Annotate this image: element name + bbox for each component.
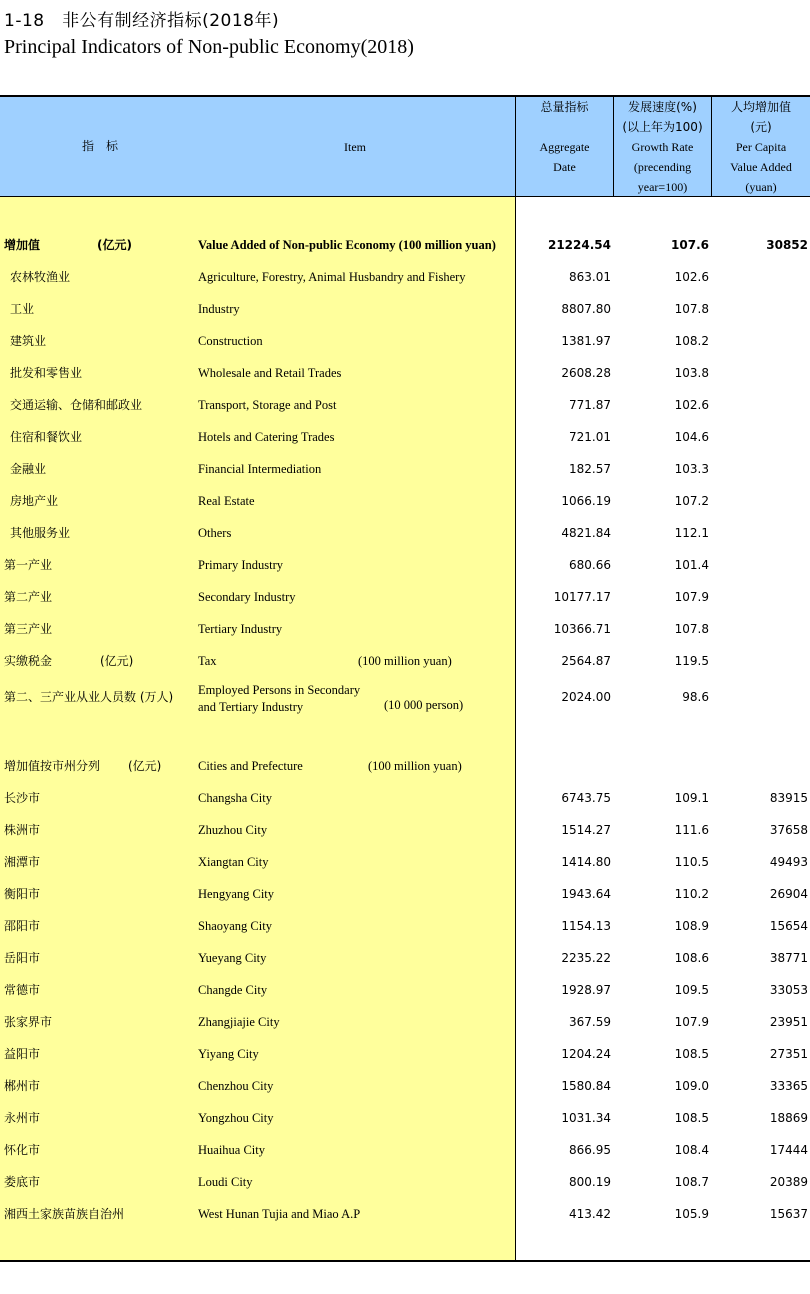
- table-row: [0, 485, 810, 517]
- table-row: [0, 421, 810, 453]
- table-row: [0, 613, 810, 645]
- header-aggregate-line: Aggregate: [539, 140, 590, 154]
- growth-value: 98.6: [682, 690, 709, 704]
- header-per-capita-line: (yuan): [745, 180, 777, 194]
- aggregate-value: 1943.64: [561, 887, 611, 901]
- city-name-cn: 怀化市: [4, 1143, 41, 1157]
- section-label-cn: 增加值按市州分列: [4, 759, 101, 773]
- growth-value: 108.6: [674, 951, 709, 965]
- city-name-cn: 娄底市: [4, 1175, 41, 1189]
- growth-value: 108.5: [674, 1111, 709, 1125]
- growth-value: 107.8: [674, 622, 709, 636]
- aggregate-value: 1204.24: [561, 1047, 611, 1061]
- row-unit-cn: (亿元): [97, 238, 132, 252]
- aggregate-value: 6743.75: [561, 791, 611, 805]
- aggregate-value: 8807.80: [561, 302, 611, 316]
- aggregate-value: 21224.54: [547, 238, 611, 252]
- city-name-en: Changde City: [198, 983, 268, 997]
- growth-value: 107.9: [674, 1015, 709, 1029]
- aggregate-value: 1154.13: [561, 919, 611, 933]
- per-capita-value: 27351: [769, 1047, 808, 1061]
- aggregate-value: 367.59: [569, 1015, 611, 1029]
- growth-value: 108.9: [674, 919, 709, 933]
- table-row: [0, 814, 810, 846]
- row-label-cn: 增加值: [4, 238, 41, 252]
- row-unit-en: (10 000 person): [384, 698, 464, 712]
- aggregate-value: 680.66: [569, 558, 611, 572]
- growth-value: 112.1: [674, 526, 709, 540]
- section-unit-cn: (亿元): [128, 759, 162, 773]
- table-row: [0, 517, 810, 549]
- header-per-capita-line: Per Capita: [735, 140, 787, 154]
- growth-value: 102.6: [674, 398, 709, 412]
- aggregate-value: 10366.71: [553, 622, 611, 636]
- row-label-en: Real Estate: [198, 494, 255, 508]
- growth-value: 107.9: [674, 590, 709, 604]
- aggregate-value: 1928.97: [561, 983, 611, 997]
- table-row: [0, 1102, 810, 1134]
- table-row: [0, 1038, 810, 1070]
- aggregate-value: 1066.19: [561, 494, 611, 508]
- aggregate-value: 1414.80: [561, 855, 611, 869]
- growth-value: 108.4: [674, 1143, 709, 1157]
- header-per-capita-line: (元): [750, 120, 772, 134]
- row-label-cn: 农林牧渔业: [10, 270, 71, 284]
- row-label-en: Secondary Industry: [198, 590, 296, 604]
- row-label-cn: 批发和零售业: [10, 366, 83, 380]
- table-row: [0, 325, 810, 357]
- table-row: [0, 357, 810, 389]
- header-growth-line: Growth Rate: [631, 140, 694, 154]
- header-growth-line: 发展速度(%): [628, 100, 697, 114]
- growth-value: 109.1: [674, 791, 709, 805]
- growth-value: 107.8: [674, 302, 709, 316]
- growth-value: 109.0: [674, 1079, 709, 1093]
- row-label-en: [198, 682, 360, 716]
- header-aggregate-line: [516, 117, 613, 137]
- growth-value: 108.7: [674, 1175, 709, 1189]
- city-name-en: Loudi City: [198, 1175, 253, 1189]
- per-capita-value: 15637: [769, 1207, 808, 1221]
- per-capita-value: 38771: [769, 951, 808, 965]
- growth-value: 110.2: [674, 887, 709, 901]
- city-name-en: Changsha City: [198, 791, 272, 805]
- per-capita-value: 33365: [769, 1079, 808, 1093]
- aggregate-value: 721.01: [569, 430, 611, 444]
- row-unit-en: (100 million yuan): [358, 654, 452, 668]
- city-name-cn: 衡阳市: [4, 887, 41, 901]
- aggregate-value: 10177.17: [553, 590, 611, 604]
- city-name-cn: 长沙市: [4, 791, 41, 805]
- growth-value: 109.5: [674, 983, 709, 997]
- row-label-en-line: and Tertiary Industry: [198, 700, 304, 714]
- per-capita-value: 23951: [769, 1015, 808, 1029]
- row-label-en: Wholesale and Retail Trades: [198, 366, 342, 380]
- row-label-en: Others: [198, 526, 232, 540]
- city-name-en: West Hunan Tujia and Miao A.P: [198, 1207, 361, 1221]
- aggregate-value: 863.01: [569, 270, 611, 284]
- header-per-capita-line: Value Added: [730, 160, 792, 174]
- table-title-cn: 1-18 非公有制经济指标(2018年): [4, 11, 280, 31]
- per-capita-value: 26904: [769, 887, 808, 901]
- per-capita-value: 30852: [766, 238, 808, 252]
- row-label-cn: 房地产业: [10, 494, 59, 508]
- city-name-en: Huaihua City: [198, 1143, 266, 1157]
- table-row: [0, 261, 810, 293]
- table-row: [0, 229, 810, 261]
- table-row: [0, 1070, 810, 1102]
- bottom-rule: [0, 1260, 810, 1262]
- table-row: [0, 846, 810, 878]
- growth-value: 101.4: [674, 558, 709, 572]
- row-label-cn: 第二、三产业从业人员数 (万人): [4, 690, 174, 704]
- table-row: [0, 974, 810, 1006]
- row-label-cn: 工业: [10, 302, 35, 316]
- aggregate-value: 800.19: [569, 1175, 611, 1189]
- header-growth-line: (以上年为100): [622, 120, 703, 134]
- growth-value: 111.6: [674, 823, 709, 837]
- row-label-cn: 第一产业: [4, 558, 53, 572]
- city-name-en: Shaoyang City: [198, 919, 272, 933]
- table-row: [0, 910, 810, 942]
- row-label-en: Agriculture, Forestry, Animal Husbandry and Fishery: [198, 270, 466, 284]
- city-name-cn: 益阳市: [4, 1047, 41, 1061]
- city-name-cn: 株洲市: [4, 823, 41, 837]
- section-header-row: [0, 750, 810, 782]
- header-aggregate-line: Date: [553, 160, 576, 174]
- table-row: [0, 293, 810, 325]
- row-label-cn: 其他服务业: [10, 526, 71, 540]
- per-capita-value: 49493: [769, 855, 808, 869]
- table-row: [0, 389, 810, 421]
- city-name-cn: 郴州市: [4, 1079, 41, 1093]
- table-title-en: Principal Indicators of Non-public Economy(2018): [4, 36, 414, 58]
- table-row: [0, 878, 810, 910]
- header-growth: [614, 97, 711, 197]
- row-label-en: Value Added of Non-public Economy (100 million yuan): [198, 238, 496, 252]
- table-row: [0, 942, 810, 974]
- table-row: [0, 782, 810, 814]
- city-name-cn: 湘潭市: [4, 855, 41, 869]
- per-capita-value: 33053: [769, 983, 808, 997]
- row-label-en: Transport, Storage and Post: [198, 398, 337, 412]
- per-capita-value: 18869: [769, 1111, 808, 1125]
- city-name-en: Zhangjiajie City: [198, 1015, 280, 1029]
- city-name-cn: 湘西土家族苗族自治州: [4, 1207, 125, 1221]
- per-capita-value: 37658: [769, 823, 808, 837]
- header-growth-line: (precending: [633, 160, 692, 174]
- table-row: [0, 1166, 810, 1198]
- aggregate-value: 4821.84: [561, 526, 611, 540]
- table-row: [0, 1134, 810, 1166]
- row-label-cn: 金融业: [10, 462, 47, 476]
- table-row: [0, 674, 810, 720]
- city-name-en: Chenzhou City: [198, 1079, 274, 1093]
- header-item-en: Item: [344, 140, 366, 154]
- row-label-en: Tertiary Industry: [198, 622, 283, 636]
- header-aggregate-line: 总量指标: [540, 100, 589, 114]
- table-row: [0, 645, 810, 677]
- row-label-en: Tax: [198, 654, 217, 668]
- aggregate-value: 2024.00: [561, 690, 611, 704]
- aggregate-value: 1514.27: [561, 823, 611, 837]
- per-capita-value: 17444: [769, 1143, 808, 1157]
- city-name-en: Yueyang City: [198, 951, 267, 965]
- table-row: [0, 581, 810, 613]
- city-name-cn: 永州市: [4, 1111, 41, 1125]
- aggregate-value: 1381.97: [561, 334, 611, 348]
- growth-value: 104.6: [674, 430, 709, 444]
- row-label-en-line: Employed Persons in Secondary: [198, 683, 361, 697]
- growth-value: 108.5: [674, 1047, 709, 1061]
- per-capita-value: 83915: [769, 791, 808, 805]
- growth-value: 108.2: [674, 334, 709, 348]
- row-label-cn: 实缴税金: [4, 654, 53, 668]
- growth-value: 107.6: [671, 238, 709, 252]
- row-label-cn: 住宿和餐饮业: [10, 430, 83, 444]
- growth-value: 110.5: [674, 855, 709, 869]
- growth-value: 103.8: [674, 366, 709, 380]
- city-name-cn: 岳阳市: [4, 951, 41, 965]
- header-per-capita-line: 人均增加值: [730, 100, 791, 114]
- city-name-cn: 张家界市: [4, 1015, 53, 1029]
- city-name-en: Yiyang City: [198, 1047, 259, 1061]
- city-name-en: Xiangtan City: [198, 855, 269, 869]
- growth-value: 119.5: [674, 654, 709, 668]
- section-label-en: Cities and Prefecture: [198, 759, 303, 773]
- row-label-en: Hotels and Catering Trades: [198, 430, 335, 444]
- header-aggregate: [516, 97, 613, 177]
- aggregate-value: 2235.22: [561, 951, 611, 965]
- growth-value: 102.6: [674, 270, 709, 284]
- row-label-cn: 交通运输、仓储和邮政业: [10, 398, 143, 412]
- table-row: [0, 1198, 810, 1230]
- header-indicator-cn: 指 标: [81, 139, 118, 153]
- city-name-en: Yongzhou City: [198, 1111, 274, 1125]
- growth-value: 107.2: [674, 494, 709, 508]
- city-name-en: Zhuzhou City: [198, 823, 268, 837]
- row-unit-cn: (亿元): [100, 654, 134, 668]
- row-label-cn: 第三产业: [4, 622, 53, 636]
- table-row: [0, 1006, 810, 1038]
- city-name-cn: 邵阳市: [4, 919, 41, 933]
- city-name-cn: 常德市: [4, 983, 41, 997]
- row-label-en: Industry: [198, 302, 240, 316]
- section-unit-en: (100 million yuan): [368, 759, 462, 773]
- city-name-en: Hengyang City: [198, 887, 275, 901]
- aggregate-value: 182.57: [569, 462, 611, 476]
- aggregate-value: 866.95: [569, 1143, 611, 1157]
- row-label-cn: 第二产业: [4, 590, 53, 604]
- growth-value: 105.9: [674, 1207, 709, 1221]
- row-label-en: Construction: [198, 334, 263, 348]
- aggregate-value: 1031.34: [561, 1111, 611, 1125]
- per-capita-value: 15654: [769, 919, 808, 933]
- per-capita-value: 20389: [769, 1175, 808, 1189]
- aggregate-value: 413.42: [569, 1207, 611, 1221]
- header-per-capita: [712, 97, 810, 197]
- table-row: [0, 453, 810, 485]
- aggregate-value: 771.87: [569, 398, 611, 412]
- aggregate-value: 2608.28: [561, 366, 611, 380]
- header-growth-line: year=100): [637, 180, 688, 194]
- row-label-en: Primary Industry: [198, 558, 284, 572]
- row-label-en: Financial Intermediation: [198, 462, 322, 476]
- aggregate-value: 2564.87: [561, 654, 611, 668]
- aggregate-value: 1580.84: [561, 1079, 611, 1093]
- row-label-cn: 建筑业: [10, 334, 47, 348]
- growth-value: 103.3: [674, 462, 709, 476]
- table-row: [0, 549, 810, 581]
